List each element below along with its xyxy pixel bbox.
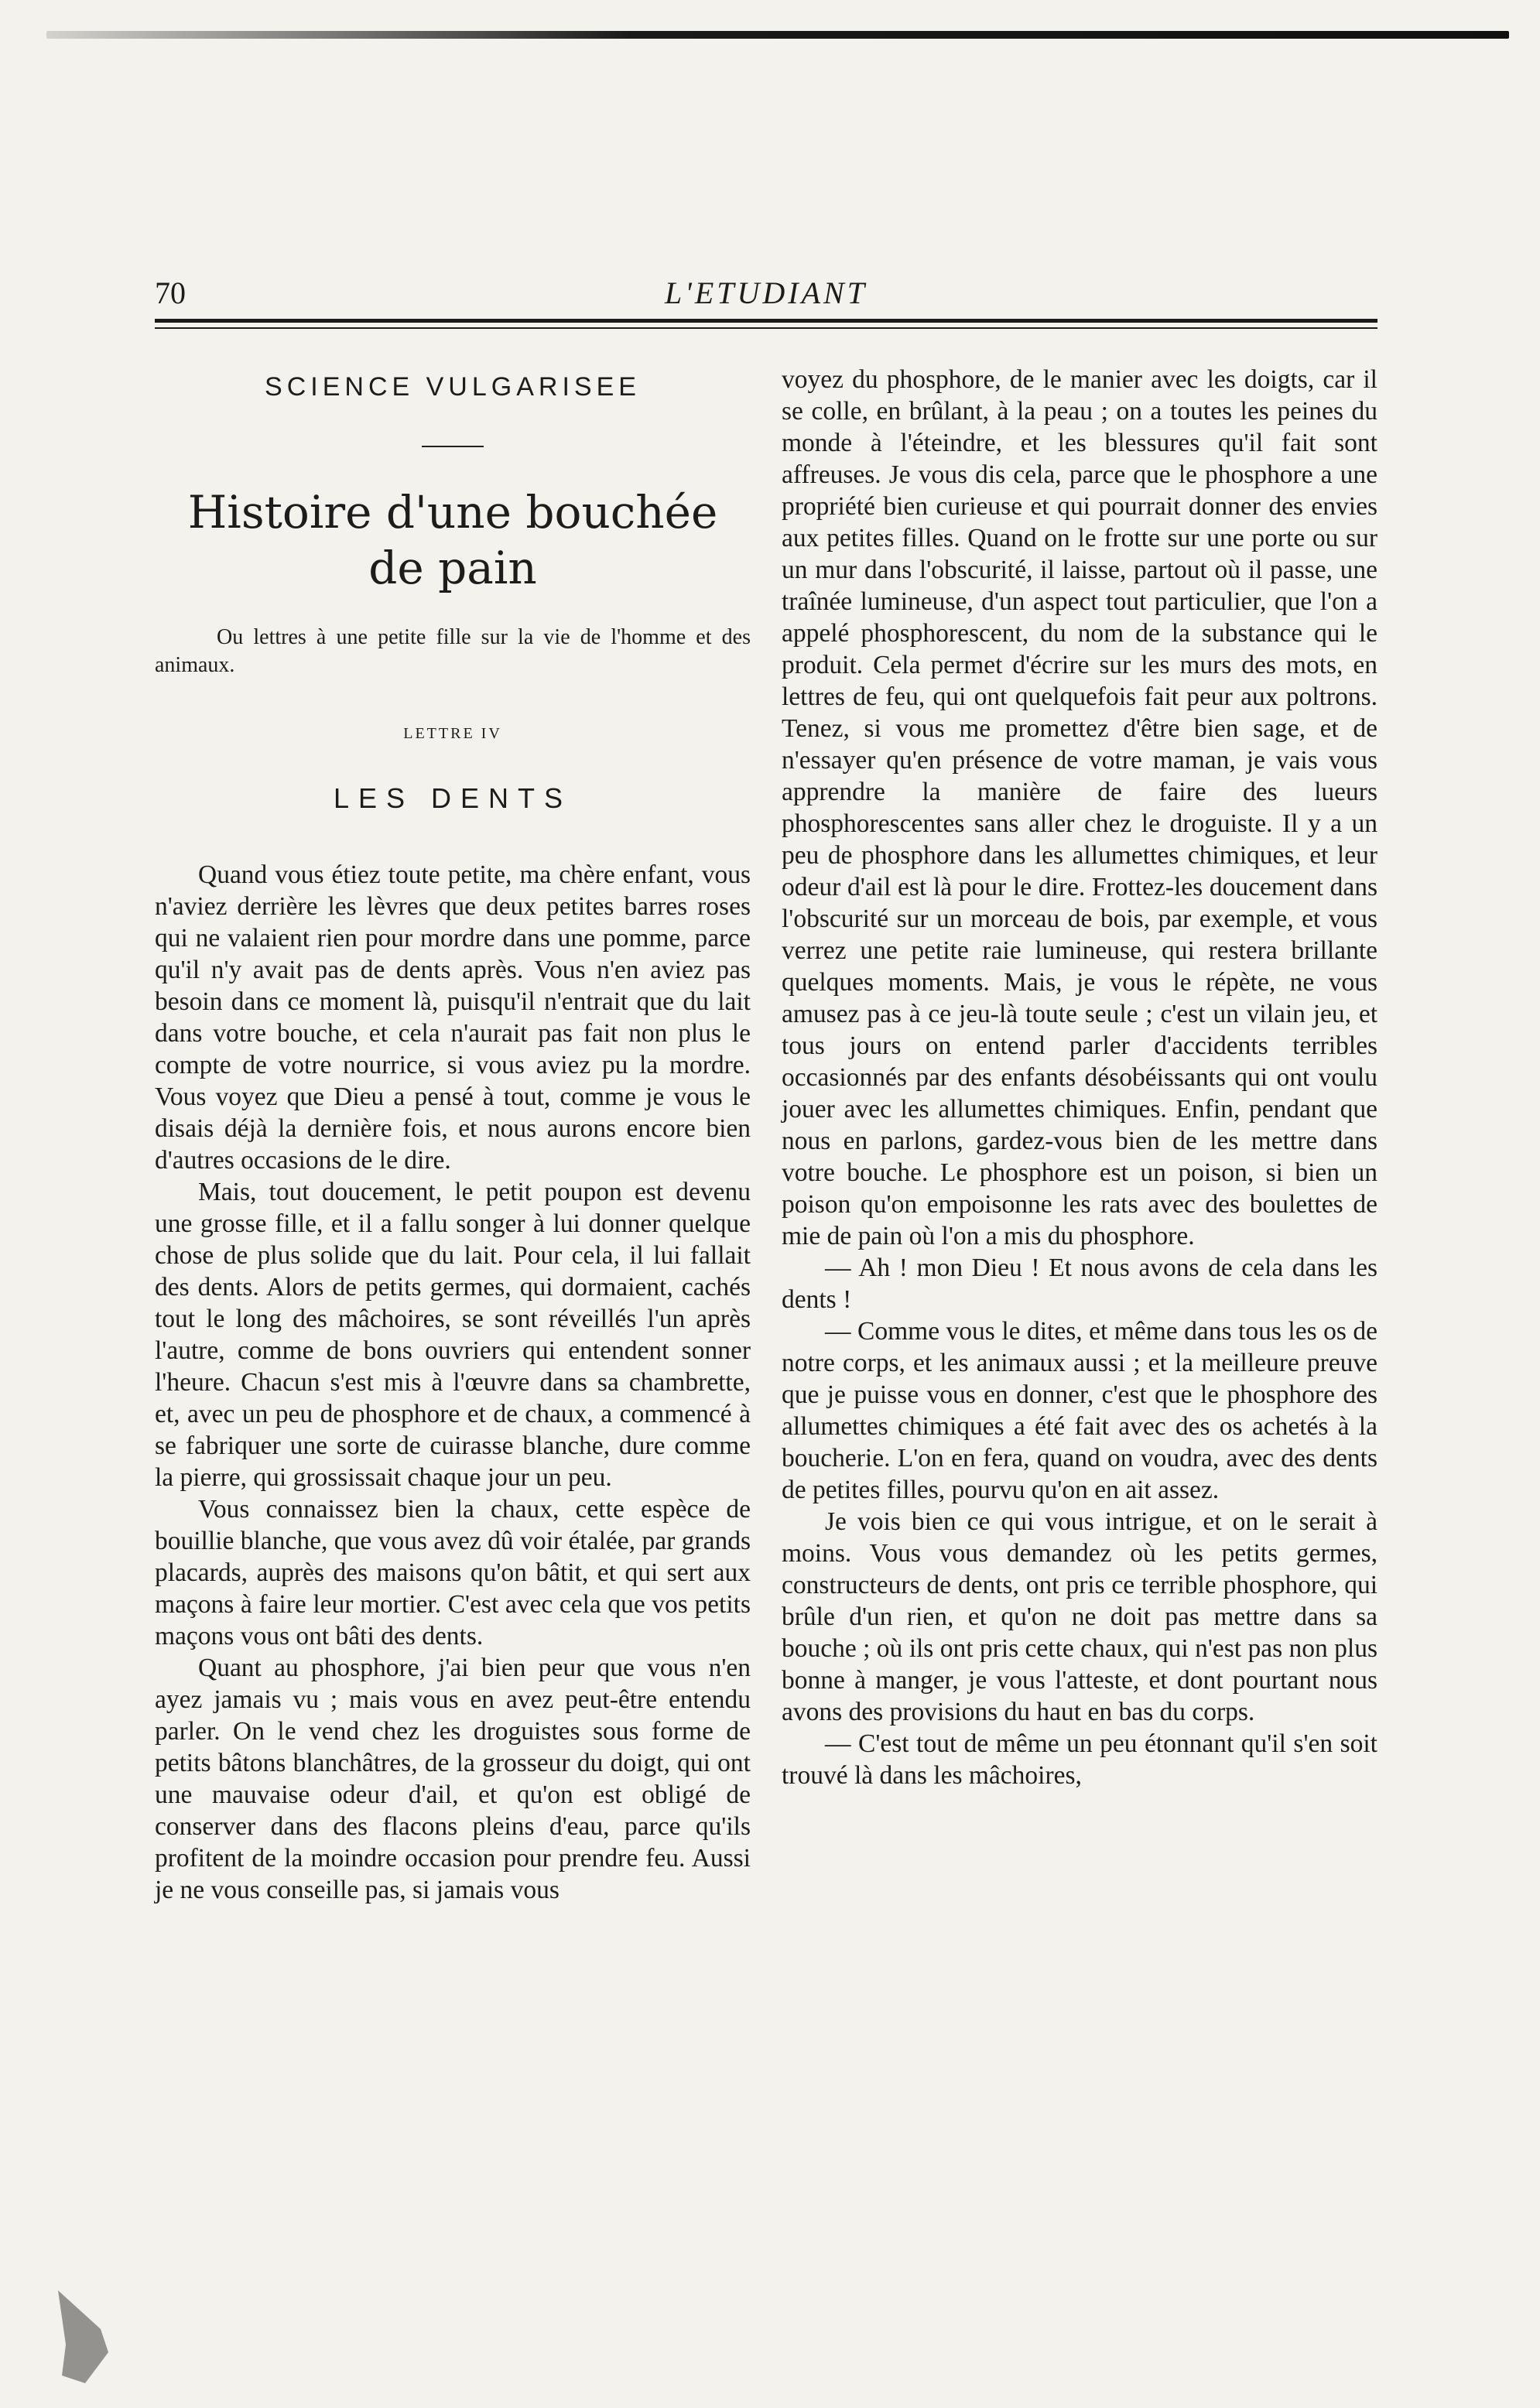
left-column <box>155 364 751 1906</box>
right-column <box>782 364 1377 1791</box>
scan-smudge <box>54 2283 116 2391</box>
article-subtitle: Ou lettres à une petite fille sur la vie de l'homme et des animaux. <box>155 625 751 677</box>
paragraph: Quant au phosphore, j'ai bien peur que vous n'en ayez jamais vu ; mais vous en avez peut-être entendu parler. On le vend chez les droguistes sous forme de petits bâtons blanchâtres, de la grosseur du doigt, qui ont une mauvaise odeur d'ail, et qu'on est obligé de conserver dans des flacons pleins d'eau, parce qu'ils profitent de la moindre occasion pour prendre feu. Aussi je ne vous conseille pas, si jamais vous <box>155 1654 751 1904</box>
top-edge-rule <box>46 31 1509 39</box>
paragraph: — Comme vous le dites, et même dans tous les os de notre corps, et les animaux aussi ; et la meilleure preuve que je puisse vous en donner, c'est que le phosphore des allumettes chimiques a été fait avec des os achetés à la boucherie. L'on en fera, quand on voudra, avec des dents de petites filles, pourvu qu'on en ait assez. <box>782 1317 1377 1504</box>
paragraph: — C'est tout de même un peu étonnant qu'il s'en soit trouvé là dans les mâchoires, <box>782 1729 1377 1790</box>
page-header <box>155 275 1377 312</box>
paragraph: voyez du phosphore, de le manier avec les doigts, car il se colle, en brûlant, à la peau ; on a toutes les peines du monde à l'éteindre, et les blessures qu'il fait sont affreuses. Je vous dis cela, parce que le phosphore a une propriété bien curieuse et qui pourrait donner des envies aux petites filles. Quand on le frotte sur une porte ou sur un mur dans l'obscurité, il laisse, partout où il passe, une traînée lumineuse, d'un aspect tout particulier, que l'on a appelé phosphorescent, du nom de la substance qui le produit. Cela permet d'écrire sur les murs des mots, en lettres de feu, qui ont quelquefois fait peur aux poltrons. Tenez, si vous me promettez d'être bien sage, et de n'essayer qu'en présence de votre maman, je vais vous apprendre la manière de faire des lueurs phosphorescentes sans aller chez le droguiste. Il y a un peu de phosphore dans les allumettes chimiques, et leur odeur d'ail est là pour le dire. Frottez-les doucement dans l'obscurité sur un morceau de bois, par exemple, et vous verrez une petite raie lumineuse, qui restera brillante quelques moments. Mais, je vous le répète, ne vous amusez pas à ce jeu-là toute seule ; c'est un vilain jeu, et tous jours on entend parler d'accidents terribles occasionnés par des enfants désobéissants qui ont voulu jouer avec les allumettes chimiques. Enfin, pendant que nous en parlons, gardez-vous bien de les mettre dans votre bouche. Le phosphore est un poison, si bien un poison qu'on empoisonne les rats avec des boulettes de mie de pain où l'on a mis du phosphore. <box>782 365 1377 1250</box>
chapter-title: LES DENTS <box>333 782 573 814</box>
header-rule-thin <box>155 327 1377 329</box>
header-rule <box>155 319 1377 323</box>
section-title: SCIENCE VULGARISEE <box>265 372 641 402</box>
article-title: Histoire d'une bouchée de pain <box>187 486 718 594</box>
paragraph: Mais, tout doucement, le petit poupon est devenu une grosse fille, et il a fallu songer à lui donner quelque chose de plus solide que du lait. Pour cela, il lui fallait des dents. Alors de petits germes, qui dormaient, cachés tout le long des mâchoires, se sont réveillés l'un après l'autre, comme de bons ouvriers qui entendent sonner l'heure. Chacun s'est mis à l'œuvre dans sa chambrette, et, avec un peu de phosphore et de chaux, a commencé à se fabriquer une sorte de cuirasse blanche, dure comme la pierre, qui grossissait chaque jour un peu. <box>155 1178 751 1492</box>
page-number: 70 <box>155 275 186 310</box>
running-title: L'ETUDIANT <box>665 275 868 310</box>
paragraph: — Ah ! mon Dieu ! Et nous avons de cela dans les dents ! <box>782 1254 1377 1314</box>
letter-label: LETTRE IV <box>403 725 502 742</box>
section-divider <box>422 446 484 447</box>
paragraph: Quand vous étiez toute petite, ma chère enfant, vous n'aviez derrière les lèvres que deux petites barres roses qui ne valaient rien pour mordre dans une pomme, parce qu'il n'y avait pas de dents après. Vous n'en aviez pas besoin dans ce moment là, puisqu'il n'entrait que du lait dans votre bouche, et cela n'aurait pas fait non plus le compte de votre nourrice, si vous aviez pu la mordre. Vous voyez que Dieu a pensé à tout, comme je vous le disais déjà la dernière fois, et nous aurons encore bien d'autres occasions de le dire. <box>155 860 751 1175</box>
paragraph: Vous connaissez bien la chaux, cette espèce de bouillie blanche, que vous avez dû voir étalée, par grands placards, auprès des maisons qu'on bâtit, et qui sert aux maçons à faire leur mortier. C'est avec cela que vos petits maçons vous ont bâti des dents. <box>155 1495 751 1650</box>
paragraph: Je vois bien ce qui vous intrigue, et on le serait à moins. Vous vous demandez où les petits germes, constructeurs de dents, ont pris ce terrible phosphore, qui brûle d'un rien, et qu'on ne doit pas mettre dans sa bouche ; où ils ont pris cette chaux, qui n'est pas non plus bonne à manger, je vous l'atteste, et dont pourtant nous avons des provisions du haut en bas du corps. <box>782 1507 1377 1726</box>
